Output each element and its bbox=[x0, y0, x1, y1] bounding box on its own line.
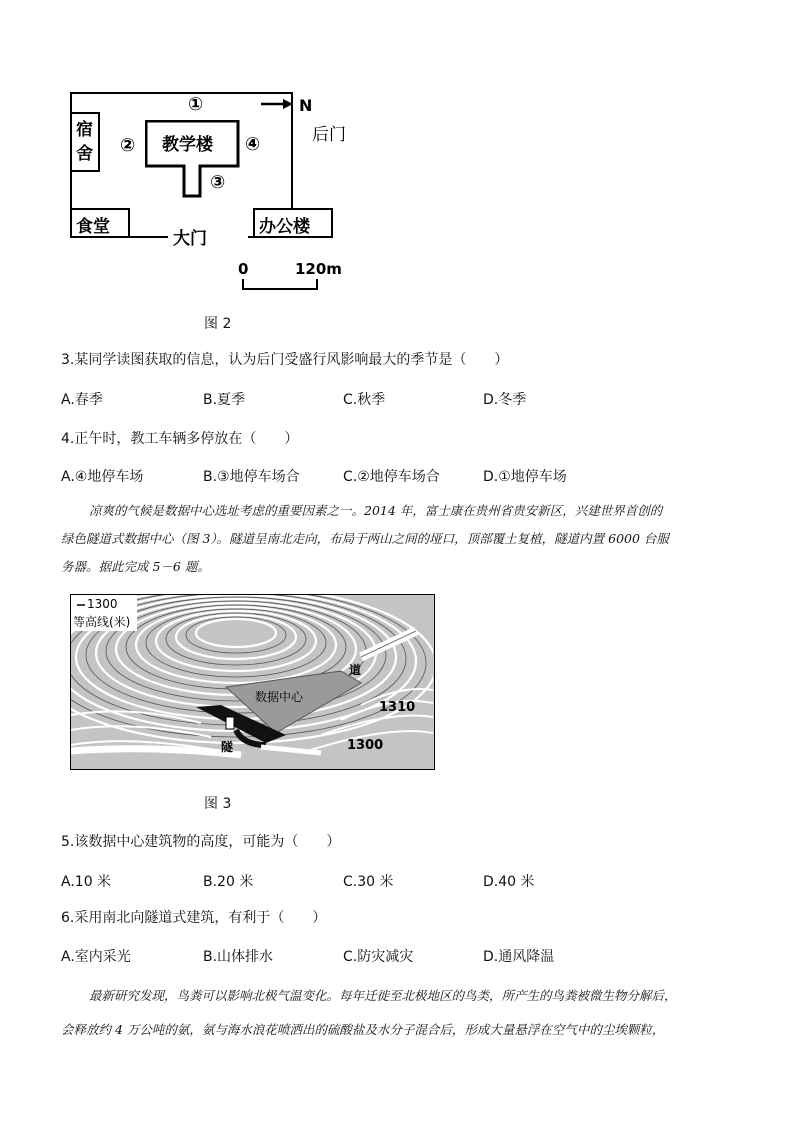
question-3-stem: 3.某同学读图获取的信息，认为后门受盛行风影响最大的季节是（ ） bbox=[61, 352, 509, 368]
q5-option-b[interactable]: B.20 米 bbox=[203, 874, 254, 890]
main-gate-label: 大门 bbox=[173, 229, 207, 249]
back-gate-label: 后门 bbox=[312, 125, 346, 145]
q5-option-d[interactable]: D.40 米 bbox=[483, 874, 535, 890]
q3-option-a[interactable]: A.春季 bbox=[61, 392, 103, 408]
north-label: N bbox=[299, 96, 313, 115]
figure-2-map bbox=[70, 92, 360, 292]
scale-end: 120m bbox=[295, 260, 342, 278]
legend-label: 等高线(米) bbox=[73, 615, 131, 629]
contour-1300-label: 1300 bbox=[347, 738, 384, 753]
canteen-label: 食堂 bbox=[76, 217, 110, 237]
q6-option-a[interactable]: A.室内采光 bbox=[61, 949, 131, 965]
q5-option-c[interactable]: C.30 米 bbox=[343, 874, 394, 890]
question-6-stem: 6.采用南北向隧道式建筑，有利于（ ） bbox=[61, 910, 327, 926]
passage-2-line-2: 会释放约 4 万公吨的氨，氨与海水浪花喷洒出的硫酸盐及水分子混合后，形成大量悬浮在空气中的尘埃颗粒， bbox=[61, 1022, 665, 1037]
data-center-label: 数据中心 bbox=[255, 690, 304, 704]
q4-option-d[interactable]: D.①地停车场 bbox=[483, 469, 567, 485]
marker-2: ② bbox=[120, 135, 136, 156]
passage-1 bbox=[61, 497, 741, 581]
contour-1310-label: 1310 bbox=[379, 700, 416, 715]
q6-option-c[interactable]: C.防灾减灾 bbox=[343, 949, 414, 965]
q6-option-b[interactable]: B.山体排水 bbox=[203, 949, 274, 965]
passage-2-line-1: 最新研究发现，鸟粪可以影响北极气温变化。每年迁徙至北极地区的鸟类，所产生的鸟粪被微生物分解后， bbox=[89, 988, 677, 1003]
question-5-stem: 5.该数据中心建筑物的高度，可能为（ ） bbox=[61, 834, 341, 850]
q6-option-d[interactable]: D.通风降温 bbox=[483, 949, 555, 965]
scale-zero: 0 bbox=[238, 260, 249, 278]
passage-1-line-2: 绿色隧道式数据中心（图 3）。隧道呈南北走向，布局于两山之间的垭口，顶部覆土复植，隧道内置 6000 台服 bbox=[61, 531, 669, 546]
legend-value: 1300 bbox=[87, 597, 118, 611]
q5-option-a[interactable]: A.10 米 bbox=[61, 874, 112, 890]
tunnel-label: 隧 bbox=[221, 740, 234, 754]
scale-bar bbox=[242, 276, 320, 295]
q4-option-b[interactable]: B.③地停车场合 bbox=[203, 469, 300, 485]
teaching-building-label: 教学楼 bbox=[162, 135, 213, 155]
figure-2-caption: 图 2 bbox=[204, 316, 232, 332]
question-4-stem: 4.正午时，教工车辆多停放在（ ） bbox=[61, 431, 299, 447]
passage-1-line-1: 凉爽的气候是数据中心选址考虑的重要因素之一。2014 年，富士康在贵州省贵安新区，兴建世界首创的 bbox=[89, 503, 663, 518]
north-arrow-icon bbox=[259, 96, 295, 116]
office-building-label: 办公楼 bbox=[259, 217, 310, 237]
dormitory-label: 宿 舍 bbox=[76, 120, 93, 164]
q4-option-a[interactable]: A.④地停车场 bbox=[61, 469, 144, 485]
marker-3: ③ bbox=[210, 172, 226, 193]
q3-option-d[interactable]: D.冬季 bbox=[483, 392, 527, 408]
q3-option-c[interactable]: C.秋季 bbox=[343, 392, 386, 408]
road-label: 道 bbox=[349, 663, 362, 677]
figure-3-caption: 图 3 bbox=[204, 796, 232, 812]
marker-1: ① bbox=[188, 94, 204, 115]
figure-3-contour-map bbox=[70, 594, 435, 770]
passage-2 bbox=[61, 979, 741, 1047]
passage-1-line-3: 务器。据此完成 5－6 题。 bbox=[61, 559, 210, 574]
marker-4: ④ bbox=[245, 134, 261, 155]
q3-option-b[interactable]: B.夏季 bbox=[203, 392, 246, 408]
q4-option-c[interactable]: C.②地停车场合 bbox=[343, 469, 440, 485]
